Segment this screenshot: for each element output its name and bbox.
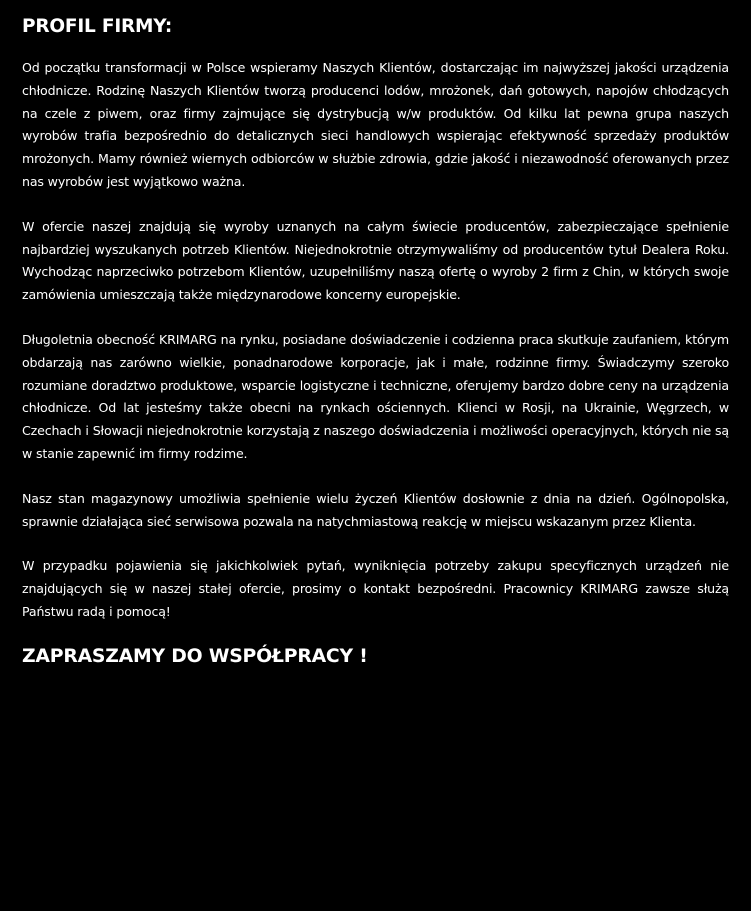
paragraph-offer: W ofercie naszej znajdują się wyroby uznanych na całym świecie producentów, zabezpieczające spełnienie najbardziej wyszukanych potrzeb Klientów. Niejednokrotnie otrzymywaliśmy od producentów tytuł Dealera Roku. Wychodząc naprzeciwko potrzebom Klientów, uzupełniliśmy naszą ofertę o wyroby 2 firm z Chin, w których swoje zamówienia umieszczają także międzynarodowe koncerny europejskie.: [22, 218, 729, 303]
paragraph-warehouse: Nasz stan magazynowy umożliwia spełnienie wielu życzeń Klientów dosłownie z dnia na dzień. Ogólnopolska, sprawnie działająca sieć serwisowa pozwala na natychmiastową reakcję w miejscu wskazanym przez Klienta.: [22, 490, 729, 529]
paragraph-contact: W przypadku pojawienia się jakichkolwiek pytań, wyniknięcia potrzeby zakupu specyficznych urządzeń nie znajdujących się w naszej stałej ofercie, prosimy o kontakt bezpośredni. Pracownicy KRIMARG zawsze służą Państwu radą i pomocą!: [22, 558, 729, 619]
closing-invitation: ZAPRASZAMY DO WSPÓŁPRACY !: [22, 645, 368, 667]
company-profile: [22, 16, 729, 668]
paragraph-experience: Długoletnia obecność KRIMARG na rynku, posiadane doświadczenie i codzienna praca skutkuje zaufaniem, którym obdarzają nas zarówno wielkie, ponadnarodowe korporacje, jak i małe, rodzinne firmy. Świadczymy szeroko rozumiane doradztwo produktowe, wsparcie logistyczne i techniczne, oferujemy bardzo dobre ceny na urządzenia chłodnicze. Od lat jesteśmy także obecni na rynkach ościennych. Klienci w Rosji, na Ukrainie, Węgrzech, w Czechach i Słowacji niejednokrotnie korzystają z naszego doświadczenia i możliwości operacyjnych, których nie są w stanie zapewnić im firmy rodzime.: [22, 331, 729, 461]
page-title: PROFIL FIRMY:: [22, 16, 173, 37]
paragraph-intro: Od początku transformacji w Polsce wspieramy Naszych Klientów, dostarczając im najwyższej jakości urządzenia chłodnicze. Rodzinę Naszych Klientów tworzą producenci lodów, mrożonek, dań gotowych, napojów chłodzących na czele z piwem, oraz firmy zajmujące się dystrybucją w/w produktów. Od kilku lat pewna grupa naszych wyrobów trafia bezpośrednio do detalicznych sieci handlowych wspierając efektywność sprzedaży produktów mrożonych. Mamy również wiernych odbiorców w służbie zdrowia, gdzie jakość i niezawodność oferowanych przez nas wyrobów jest wyjątkowo ważna.: [22, 60, 729, 189]
